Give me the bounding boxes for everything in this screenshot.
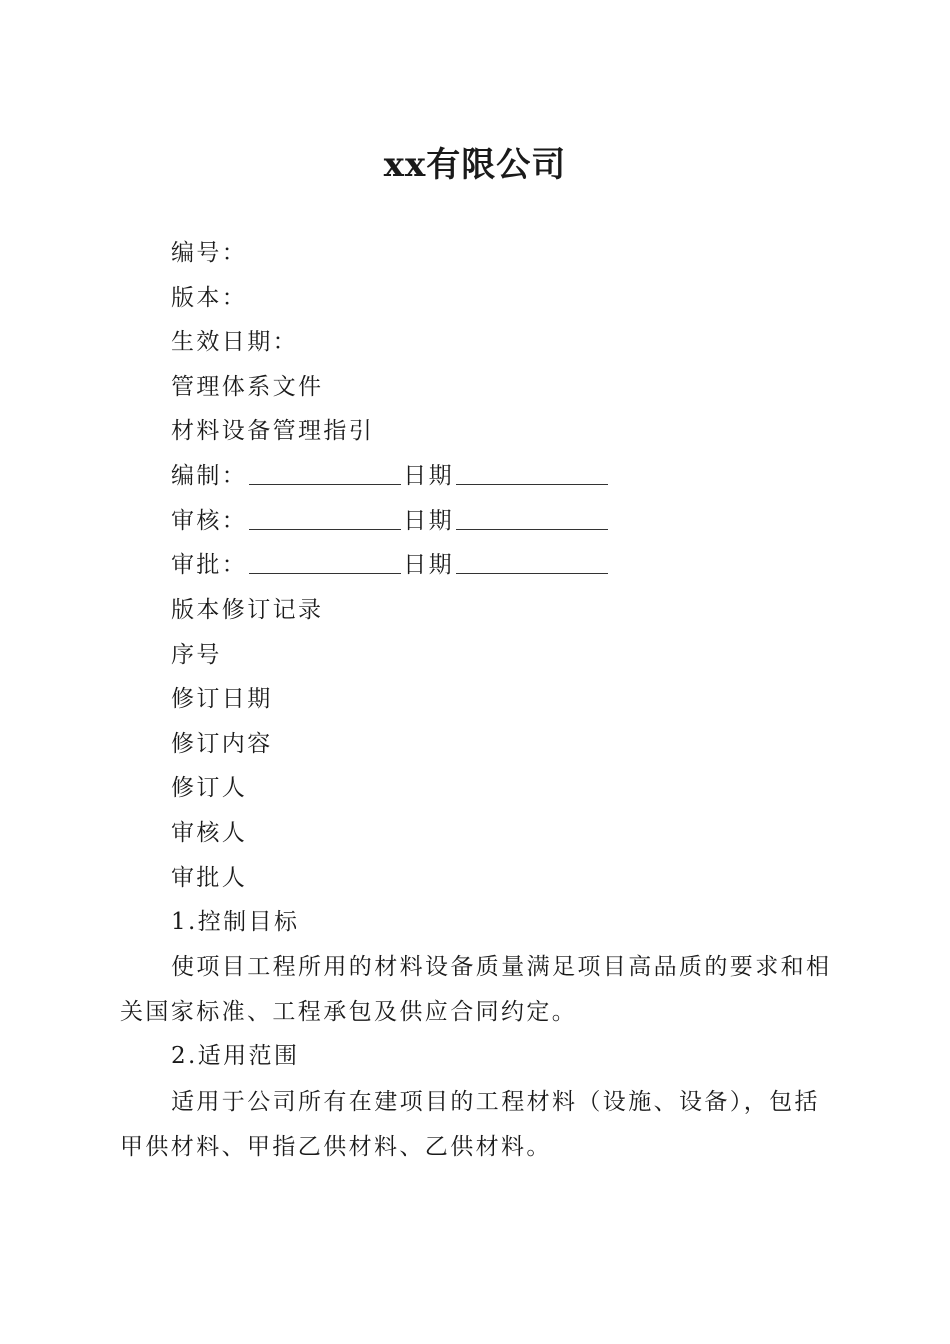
signoff-date-label: 日期 [403,463,455,489]
revision-column-approver: 审批人 [171,865,248,891]
revision-column-seq: 序号 [171,642,222,668]
date-blank[interactable] [456,551,608,574]
signoff-date-label: 日期 [403,552,455,578]
signature-blank[interactable] [249,462,401,485]
revision-column-content: 修订内容 [171,731,273,757]
signoff-compile [171,461,610,491]
signoff-date-label: 日期 [403,508,455,534]
doc-name: 材料设备管理指引 [171,418,375,444]
signoff-label: 审批： [171,552,248,578]
doc-category: 管理体系文件 [171,374,324,400]
effective-date-label: 生效日期： [171,329,298,355]
signature-blank[interactable] [249,507,401,530]
version-label: 版本： [171,285,248,311]
signoff-label: 编制： [171,463,248,489]
revision-column-reviser: 修订人 [171,775,248,801]
signoff-approve [171,550,610,580]
date-blank[interactable] [456,507,608,530]
signoff-label: 审核： [171,508,248,534]
signature-blank[interactable] [249,551,401,574]
section-heading: 1.控制目标 [171,909,300,935]
revision-record-heading: 版本修订记录 [171,597,324,623]
date-blank[interactable] [456,462,608,485]
company-title: xx有限公司 [383,145,567,185]
section-body: 使项目工程所用的材料设备质量满足项目高品质的要求和相关国家标准、工程承包及供应合同约定。 [120,954,832,1025]
number-label: 编号： [171,240,248,266]
revision-column-reviewer: 审核人 [171,820,248,846]
section-heading: 2.适用范围 [171,1043,300,1069]
signoff-review [171,506,610,536]
section-body: 适用于公司所有在建项目的工程材料（设施、设备），包括甲供材料、甲指乙供材料、乙供材料。 [120,1089,820,1160]
revision-column-date: 修订日期 [171,686,273,712]
